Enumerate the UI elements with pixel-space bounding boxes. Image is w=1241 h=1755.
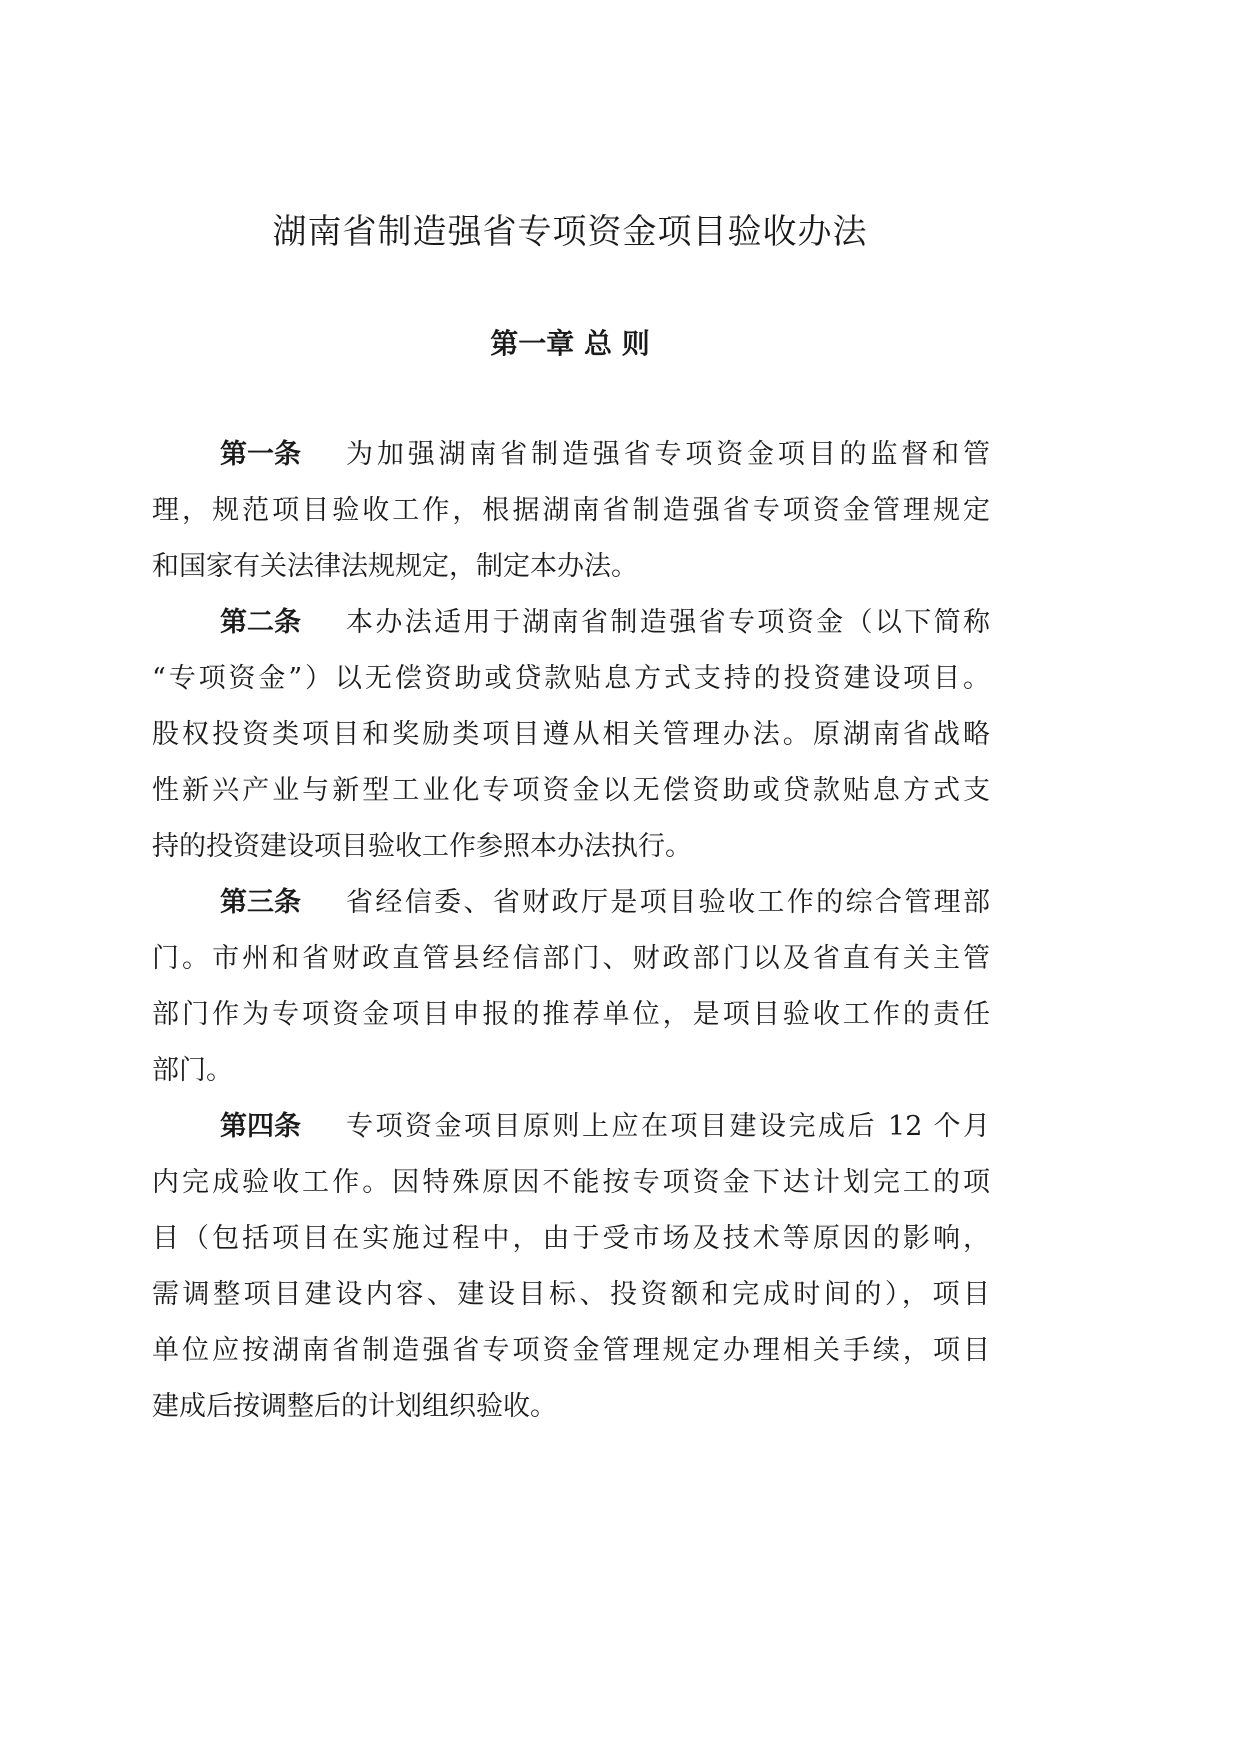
document-title: 湖南省制造强省专项资金项目验收办法 xyxy=(272,212,868,252)
line-text: 股权投资类项目和奖励类项目遵从相关管理办法。原湖南省战略 xyxy=(152,719,990,750)
text-line xyxy=(152,427,990,483)
line-text: 本办法适用于湖南省制造强省专项资金（以下简称 xyxy=(346,607,990,638)
text-line xyxy=(152,595,990,651)
article xyxy=(152,1099,990,1435)
text-line xyxy=(152,819,990,875)
text-line xyxy=(152,651,990,707)
line-text: 内完成验收工作。因特殊原因不能按专项资金下达计划完工的项 xyxy=(152,1167,990,1198)
article-label: 第四条 xyxy=(220,1111,301,1142)
chapter-heading: 第一章 总 则 xyxy=(490,327,650,360)
article xyxy=(152,595,990,875)
text-line xyxy=(152,763,990,819)
line-text: “专项资金”）以无偿资助或贷款贴息方式支持的投资建设项目。 xyxy=(152,663,990,694)
text-line xyxy=(152,1099,990,1155)
line-text: 需调整项目建设内容、建设目标、投资额和完成时间的），项目 xyxy=(152,1279,990,1310)
line-text: 部门。 xyxy=(152,1055,233,1086)
line-text: 持的投资建设项目验收工作参照本办法执行。 xyxy=(152,831,692,862)
line-text: 省经信委、省财政厅是项目验收工作的综合管理部 xyxy=(346,887,990,918)
line-text: 专项资金项目原则上应在项目建设完成后 12 个月 xyxy=(346,1111,990,1142)
text-line xyxy=(152,1267,990,1323)
line-text: 目（包括项目在实施过程中，由于受市场及技术等原因的影响， xyxy=(152,1223,990,1254)
article-label: 第三条 xyxy=(220,887,301,918)
document-body xyxy=(152,427,990,1435)
text-line xyxy=(152,1379,990,1435)
text-line xyxy=(152,987,990,1043)
text-line xyxy=(152,931,990,987)
line-text: 建成后按调整后的计划组织验收。 xyxy=(152,1391,557,1422)
article xyxy=(152,427,990,595)
line-text: 为加强湖南省制造强省专项资金项目的监督和管 xyxy=(346,439,990,470)
line-text: 和国家有关法律法规规定，制定本办法。 xyxy=(152,551,638,582)
article xyxy=(152,875,990,1099)
line-text: 理，规范项目验收工作，根据湖南省制造强省专项资金管理规定 xyxy=(152,495,990,526)
line-text: 部门作为专项资金项目申报的推荐单位，是项目验收工作的责任 xyxy=(152,999,990,1030)
line-text: 性新兴产业与新型工业化专项资金以无偿资助或贷款贴息方式支 xyxy=(152,775,990,806)
text-line xyxy=(152,707,990,763)
text-line xyxy=(152,1211,990,1267)
article-label: 第二条 xyxy=(220,607,301,638)
text-line xyxy=(152,483,990,539)
text-line xyxy=(152,1323,990,1379)
text-line xyxy=(152,1043,990,1099)
text-line xyxy=(152,1155,990,1211)
text-line xyxy=(152,875,990,931)
line-text: 门。市州和省财政直管县经信部门、财政部门以及省直有关主管 xyxy=(152,943,990,974)
text-line xyxy=(152,539,990,595)
line-text: 单位应按湖南省制造强省专项资金管理规定办理相关手续，项目 xyxy=(152,1335,990,1366)
article-label: 第一条 xyxy=(220,439,301,470)
